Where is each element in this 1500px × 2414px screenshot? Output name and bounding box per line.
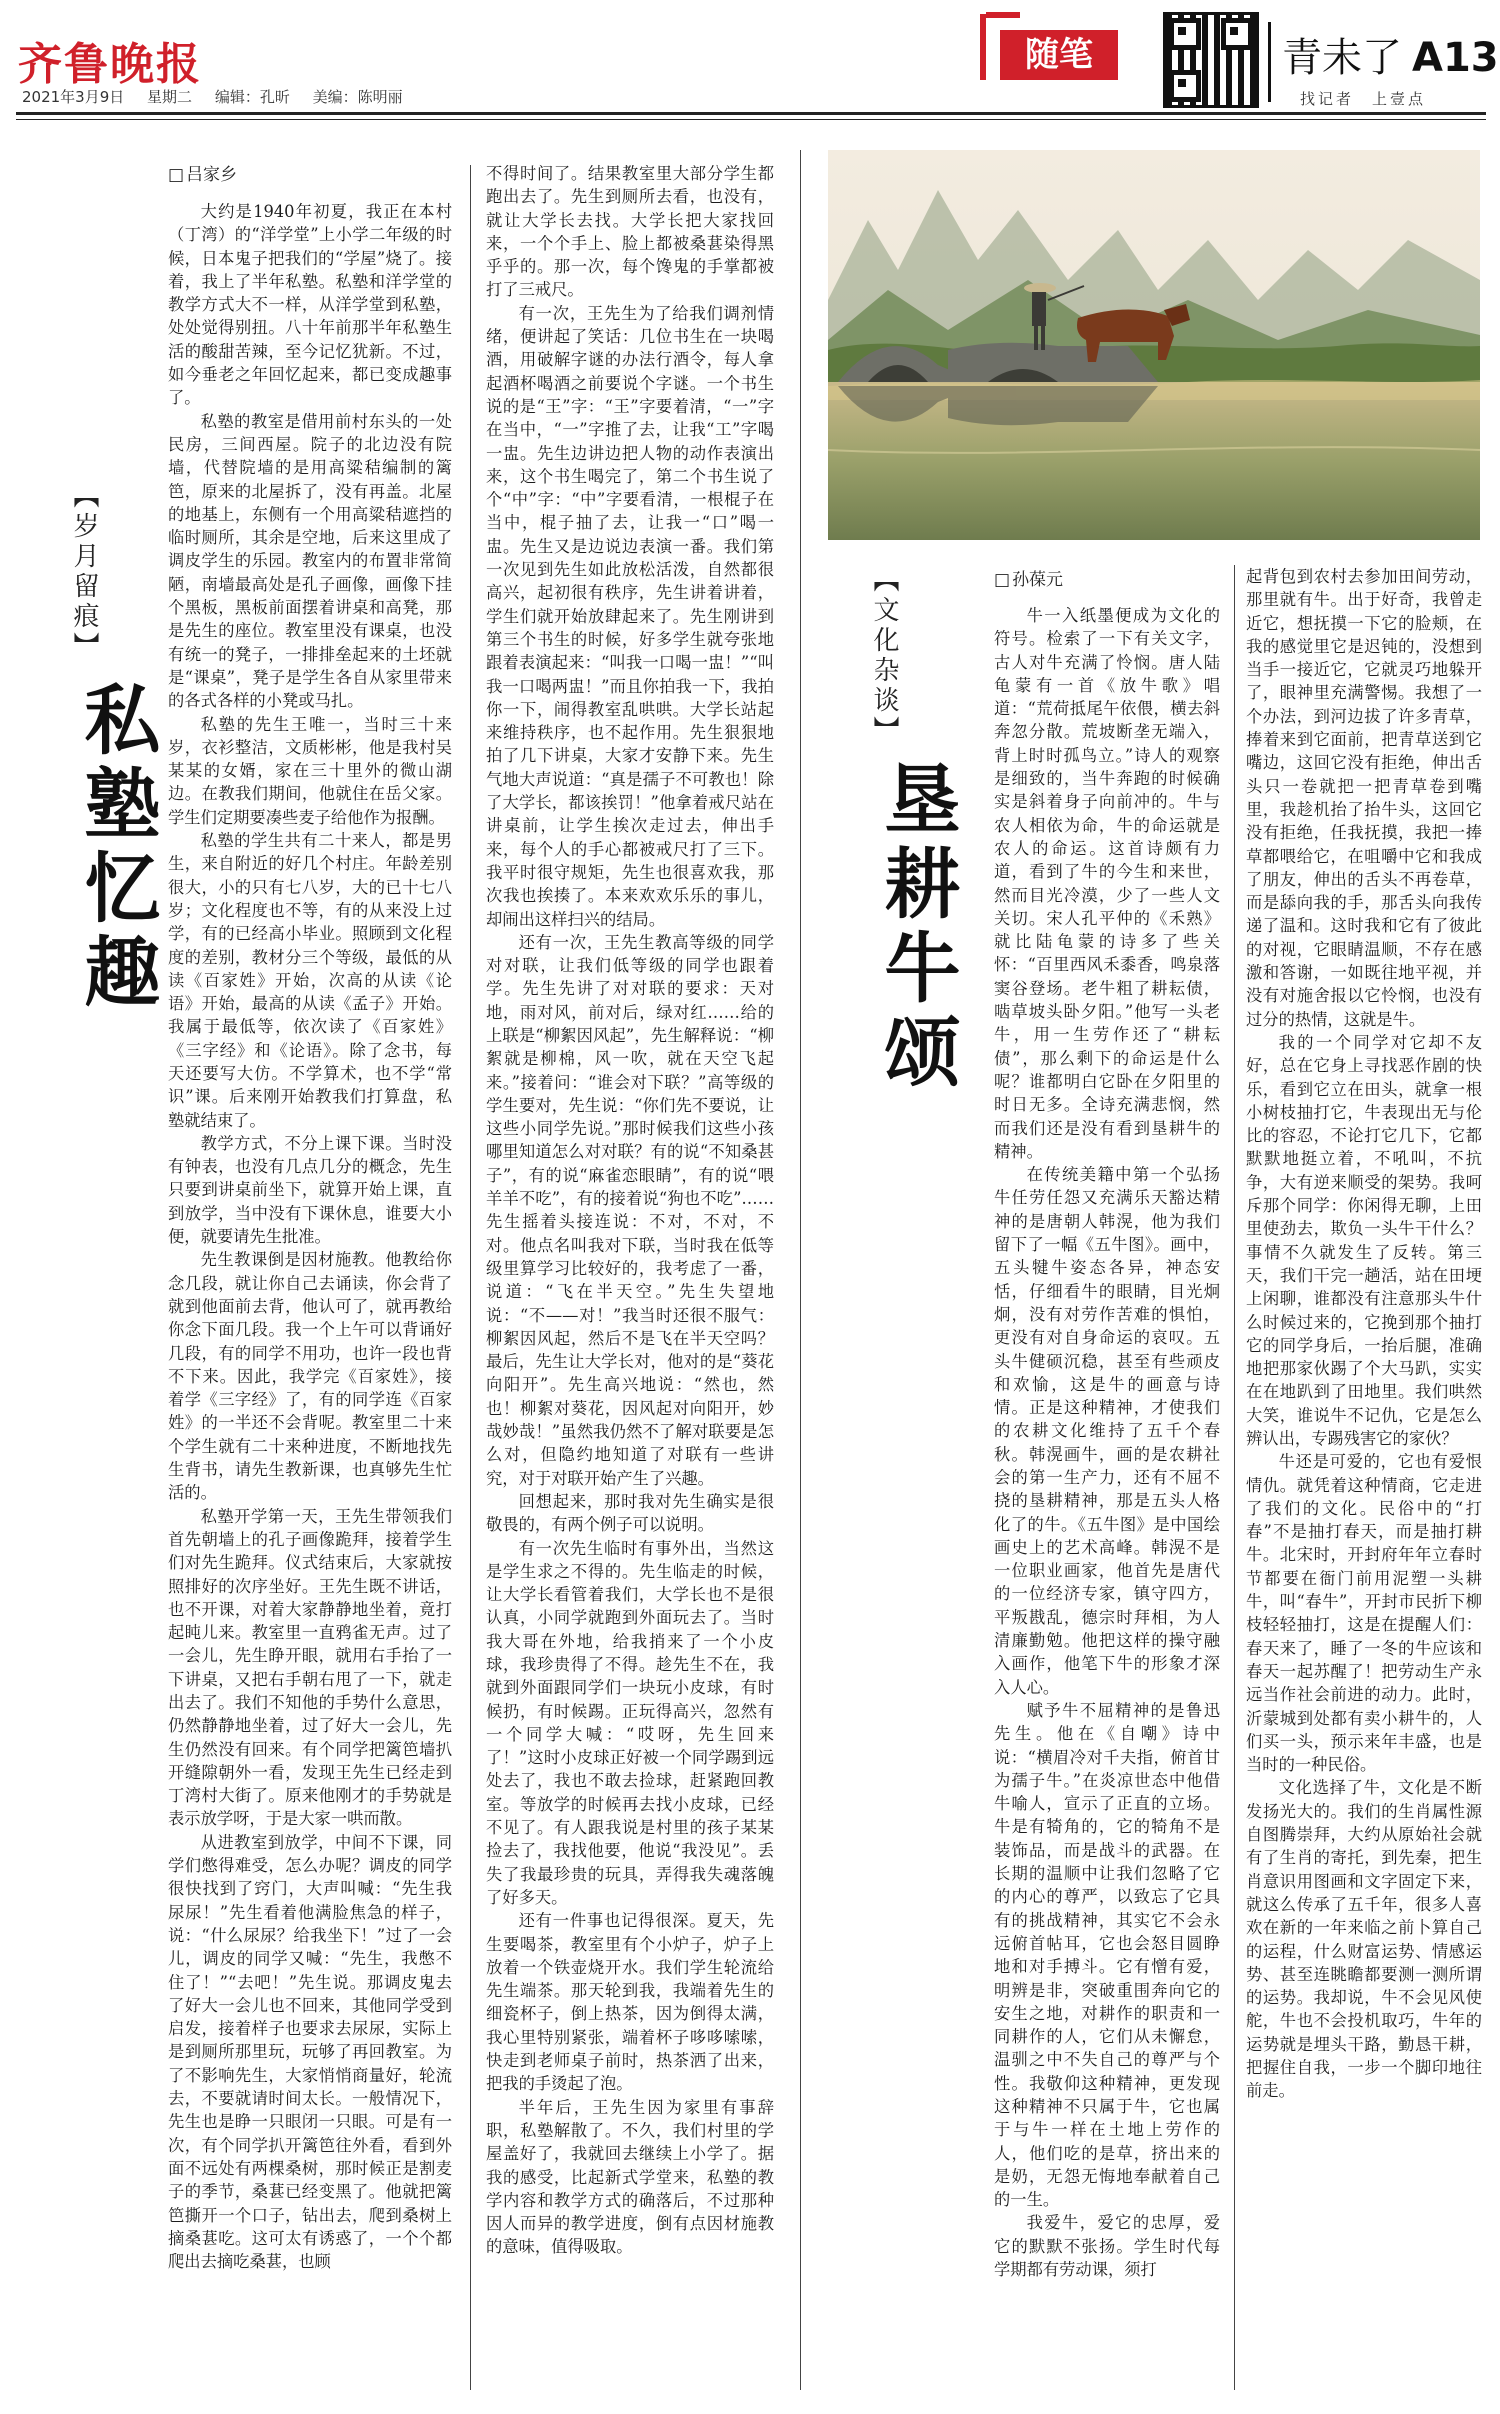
landscape-photo [828,150,1480,540]
issue-dateline [22,86,421,107]
paragraph: 半年后，王先生因为家里有事辞职，私塾解散了。不久，我们村里的学屋盖好了，我就回去继续上小学了。据我的感受，比起新式学堂来，私塾的教学内容和教学方式的确落后，不过那种因人而异的教学进度，倒有点因材施教的意味，值得吸取。 [486,2097,774,2257]
paragraph: 赋予牛不屈精神的是鲁迅先生。他在《自嘲》诗中说：“横眉冷对千夫指，俯首甘为孺子牛。”在炎凉世态中他借牛喻人，宣示了正直的立场。牛是有犄角的，它的犄角不是装饰品，而是战斗的武器。在长期的温顺中让我们忽略了它的内心的尊严，以致忘了它具有的挑战精神，其实它不会永远俯首帖耳，它也会怒目圆睁地和对手搏斗。它有憎有爱，明辨是非，突破重围奔向它的安生之地，对耕作的职责和一同耕作的人，它们从未懈怠，温驯之中不失自己的尊严与个性。我敬仰这种精神，更发现这种精神不只属于牛，它也属于与牛一样在土地上劳作的人，他们吃的是草，挤出来的是奶，无怨无悔地奉献着自己的一生。 [994,1700,1220,2210]
paragraph: 还有一件事也记得很深。夏天，先生要喝茶，教室里有个小炉子，炉子上放着一个铁壶烧开水。我们学生轮流给先生端茶。那天轮到我，我端着先生的细瓷杯子，倒上热茶，因为倒得太满，我心里特别紧张，端着杯子哆哆嗦嗦，快走到老师桌子前时，热茶洒了出来，把我的手烫起了泡。 [486,1911,774,2094]
paragraph: 不得时间了。结果教室里大部分学生都跑出去了。先生到厕所去看，也没有，就让大学长去找。大学长把大家找回来，一个个手上、脸上都被桑葚染得黑乎乎的。那一次，每个馋鬼的手掌都被打了三戒尺。 [486,164,774,300]
paragraph: 私塾的先生王唯一，当时三十来岁，衣衫整洁，文质彬彬，他是我村吴某某的女婿，家在三十里外的微山湖边。在教我们期间，他就住在岳父家。学生们定期要凑些麦子给他作为报酬。 [168,714,452,827]
paragraph: 从进教室到放学，中间不下课，同学们憋得难受，怎么办呢？调皮的同学很快找到了窍门，大声叫喊：“先生我尿尿！”先生看着他满脸焦急的样子，说：“什么尿尿？给我坐下！”过了一会儿，调皮的同学又喊：“先生，我憋不住了！”“去吧！”先生说。那调皮鬼去了好大一会儿也不回来，其他同学受到启发，接着样子也要求去尿尿，实际上是到厕所那里玩，玩够了再回教室。为了不影响先生，大家悄悄商量好，轮流去，不要就请时间太长。一般情况下，先生也是睁一只眼闭一只眼。可是有一次，有个同学扒开篱笆往外看，看到外面不远处有两棵桑树，那时候正是割麦子的季节，桑葚已经变黑了。他就把篱笆撕开一个口子，钻出去，爬到桑树上摘桑葚吃。这可太有诱惑了，一个个都爬出去摘吃桑葚，也顾 [168,1832,452,2272]
karst-bridge-ox-image [828,150,1480,540]
paragraph: 私塾的教室是借用前村东头的一处民房，三间西屋。院子的北边没有院墙，代替院墙的是用高粱秸编制的篱笆，原来的北屋拆了，没有再盖。北屋的地基上，东侧有一个用高粱秸遮挡的临时厕所，其余是空地，后来这里成了调皮学生的乐园。教室内的布置非常简陋，南墙最高处是孔子画像，画像下挂个黑板，黑板前面摆着讲桌和高凳，那是先生的座位。教室里没有课桌，也没有统一的凳子，一排排垒起来的土坯就是“课桌”，凳子是学生各自从家里带来的各式各样的小凳或马扎。 [168,411,452,711]
section-label: 随笔 [1000,30,1118,80]
paragraph: 我爱牛，爱它的忠厚，爱它的默默不张扬。学生时代每学期都有劳动课，须打 [994,2213,1220,2280]
paragraph: 还有一次，王先生教高等级的同学对对联，让我们低等级的同学也跟着学。先生先讲了对对联的要求：天对地，雨对风，前对后，绿对红……给的上联是“柳絮因风起”，先生解释说：“柳絮就是柳棉，风一吹，就在天空飞起来。”接着问：“谁会对下联？”高等级的学生要对，先生说：“你们先不要说，让这些小同学先说。”那时候我们这些小孩哪里知道怎么对对联？有的说“不知桑甚子”，有的说“麻雀恋眼睛”，有的说“喂羊羊不吃”，有的接着说“狗也不吃”……先生摇着头接连说：不对，不对，不对。他点名叫我对下联，当时我在低等级里算学习比较好的，我考虑了一番，说道：“飞在半天空。”先生失望地说：“不——对！”我当时还很不服气：柳絮因风起，然后不是飞在半天空吗？最后，先生让大学长对，他对的是“葵花向阳开”。先生高兴地说：“然也，然也！柳絮对葵花，因风起对向阳开，妙哉妙哉！”虽然我仍然不了解对联要是怎么对，但隐约地知道了对联有一些讲究，对于对联开始产生了兴趣。 [486,932,774,1488]
article2-byline: □ 孙葆元 [994,565,1063,590]
paragraph: 先生教课倒是因材施教。他教给你念几段，就让你自己去诵读，你会背了就到他面前去背，他认可了，就再教给你念下面几段。我一个上午可以背诵好几段，有的同学不用功，也许一段也背不下来。因此，我学完《百家姓》，接着学《三字经》了，有的同学连《百家姓》的一半还不会背呢。教室里二十来个学生就有二十来种进度，不断地找先生背书，请先生教新课，也真够先生忙活的。 [168,1250,452,1503]
article2-column-tag: 【文化杂谈】 [869,566,899,746]
paragraph: 有一次，王先生为了给我们调剂情绪，便讲起了笑话：几位书生在一块喝酒，用破解字谜的办法行酒令，每人拿起酒杯喝酒之前要说个字谜。一个书生说的是“王”字：“王”字要着清，“一”字在当中，“一”字推了去，让我“工”字喝一盅。先生边讲边把人物的动作表演出来，这个书生喝完了，第二个书生说了个“中”字：“中”字要看清，一根棍子在当中，棍子抽了去，让我一“口”喝一盅。先生又是边说边表演一番。我们第一次见到先生如此放松活泼，自然都很高兴，起初很有秩序，先生讲着讲着，学生们就开始放肆起来了。先生刚讲到第三个书生的时候，好多学生就夸张地跟着表演起来：“叫我一口喝一盅！”“叫我一口喝两盅！”而且你拍我一下，我拍你一下，闹得教室乱哄哄。大学长站起来维持秩序，也不起作用。先生狠狠地拍了几下讲桌，大家才安静下来。先生气地大声说道：“真是孺子不可教也！除了大学长，都该挨罚！”他拿着戒尺站在讲桌前，让学生挨次走过去，伸出手来，每个人的手心都被戒尺打了三下。我平时很守规矩，先生也很喜欢我，那次我也挨揍了。本来欢欢乐乐的事儿，却闹出这样扫兴的结局。 [486,303,774,929]
header-divider [1268,22,1271,102]
paragraph: 在传统美籍中第一个弘扬牛任劳任怨又充满乐天豁达精神的是唐朝人韩滉，他为我们留下了一幅《五牛图》。画中，五头犍牛姿态各异，神态安恬，仔细看牛的眼睛，目光炯炯，没有对劳作苦难的惧怕，更没有对自身命运的哀叹。五头牛健硕沉稳，甚至有些顽皮和欢愉，这是牛的画意与诗情。正是这种精神，才使我们的农耕文化维持了五千个春秋。韩滉画牛，画的是农耕社会的第一生产力，还有不屈不挠的垦耕精神，那是五头人格化了的牛。《五牛图》是中国绘画史上的艺术高峰。韩滉不是一位职业画家，他首先是唐代的一位经济专家，镇守四方，平叛戡乱，德宗时拜相，为人清廉勤勉。他把这样的操守融入画作，他笔下牛的形象才深入人心。 [994,1165,1220,1697]
paragraph: 起背包到农村去参加田间劳动，那里就有牛。出于好奇，我曾走近它，想抚摸一下它的脸颊，在我的感觉里它是迟钝的，没想到当手一接近它，它就灵巧地躲开了，眼神里充满警惕。我想了一个办法，到河边拔了许多青草，捧着来到它面前，把青草送到它嘴边，这回它没有拒绝，伸出舌头只一卷就把一把青草卷到嘴里，我趁机抬了抬牛头，这回它没有拒绝，任我抚摸，我把一捧草都喂给它，在咀嚼中它和我成了朋友，伸出的舌头不再卷草，而是舔向我的手，那舌头向我传递了温和。这时我和它有了彼此的对视，它眼睛温顺，不存在感激和答谢，一如既往地平视，并没有对施舍报以它怜悯，也没有过分的热情，这就是牛。 [1246,567,1482,1029]
article1-byline: □ 吕家乡 [168,160,237,185]
article1-column-tag: 【岁月留痕】 [69,482,99,662]
issue-date: 2021年3月9日 [22,88,125,106]
paragraph: 私塾开学第一天，王先生带领我们首先朝墙上的孔子画像跪拜，接着学生们对先生跪拜。仪式结束后，大家就按照排好的次序坐好。王先生既不讲话，也不开课，对着大家静静地坐着，竟打起盹儿来。教室里一直鸦雀无声。过了一会儿，先生睁开眼，就用右手抬了一下讲桌，又把右手朝右甩了一下，就走出去了。我们不知他的手势什么意思，仍然静静地坐着，过了好大一会儿，先生仍然没有回来。有个同学把篱笆墙扒开缝隙朝外一看，发现王先生已经走到丁湾村大街了。原来他刚才的手势就是表示放学呀，于是大家一哄而散。 [168,1506,452,1829]
editor-credit: 编辑：孔昕 [214,88,290,106]
column-divider [470,165,471,2390]
issue-weekday: 星期二 [147,88,193,106]
reporter-slogan: 找记者 上壹点 [1300,90,1427,108]
article2-column-1 [994,604,1220,2400]
section-tag [980,14,1136,80]
paragraph: 大约是1940年初夏，我正在本村（丁湾）的“洋学堂”上小学二年级的时候，日本鬼子把我们的“学屋”烧了。接着，我上了半年私塾。私塾和洋学堂的教学方式大不一样，从洋学堂到私塾，处处觉得别扭。八十年前那半年私塾生活的酸甜苦辣，至今记忆犹新。不过，如今垂老之年回忆起来，都已变成趣事了。 [168,202,452,408]
masthead-rule-thin [16,119,1486,120]
article1-column-1 [168,200,452,2400]
article2-title: 垦耕牛颂 [872,760,961,1096]
paragraph: 文化选择了牛，文化是不断发扬光大的。我们的生肖属性源自图腾崇拜，大约从原始社会就有了生肖的寄托，到先秦，把生肖意识用图画和文字固定下来，就这么传承了五千年，很多人喜欢在新的一年来临之前卜算自己的运程，什么财富运势、情感运势、甚至连眺瞻都要测一测所谓的运势。我却说，牛不会见风使舵，牛也不会投机取巧，牛年的运势就是埋头干路，勤恳干耕，把握住自我，一步一个脚印地往前走。 [1246,1778,1482,2101]
article2-column-2 [1246,565,1482,2400]
page-number: A13 [1412,35,1499,81]
masthead-rule [16,112,1486,115]
paragraph: 私塾的学生共有二十来人，都是男生，来自附近的好几个村庄。年龄差别很大，小的只有七八岁，大的已十七八岁；文化程度也不等，有的从来没上过学，有的已经高小毕业。照顾到文化程度的差别，教材分三个等级，最低的从读《百家姓》开始，次高的从读《论语》开始，最高的从读《孟子》开始。我属于最低等，依次读了《百家姓》《三字经》和《论语》。除了念书，每天还要写大仿。不学算术，也不学“常识”课。后来刚开始教我们打算盘，私塾就结束了。 [168,831,452,1130]
paragraph: 我的一个同学对它却不友好，总在它身上寻找恶作剧的快乐，看到它立在田头，就拿一根小树枝抽打它，牛表现出无与伦比的容忍，不论打它几下，它都默默地挺立着，不吼叫，不抗争，大有逆来顺受的架势。我呵斥那个同学：你闲得无聊，上田里使劲去，欺负一头牛干什么？事情不久就发生了反转。第三天，我们干完一趟活，站在田埂上闲聊，谁都没有注意那头牛什么时候过来的，它挽到那个抽打它的同学身后，一抬后腿，准确地把那家伙踢了个大马趴，实实在在地趴到了田地里。我们哄然大笑，谁说牛不记仇，它是怎么辨认出，专踢残害它的家伙？ [1246,1032,1482,1448]
designer-credit: 美编：陈明丽 [312,88,403,106]
paragraph: 教学方式，不分上课下课。当时没有钟表，也没有几点几分的概念，先生只要到讲桌前坐下，就算开始上课，直到放学，当中没有下课休息，谁要大小便，就要请先生批准。 [168,1133,452,1247]
qr-code-icon[interactable] [1163,12,1259,108]
page-name: 青未了 [1282,35,1402,81]
newspaper-logo: 齐鲁晚报 [18,39,202,90]
paragraph: 牛一入纸墨便成为文化的符号。检索了一下有关文字，古人对牛充满了怜悯。唐人陆龟蒙有一首《放牛歌》唱道：“荒荷抵尾午依偎，横去斜奔忽分散。荒坡断垄无端入，背上时时孤鸟立。”诗人的观察是细致的，当牛奔跑的时候确实是斜着身子向前冲的。牛与农人相依为命，牛的命运就是农人的命运。这首诗颇有力道，看到了牛的今生和来世，然而目光冷漠，少了一些人文关切。宋人孔平仲的《禾熟》就比陆龟蒙的诗多了些关怀：“百里西风禾黍香，鸣泉落窦谷登场。老牛粗了耕耘债，啮草坡头卧夕阳。”他写一头老牛，用一生劳作还了“耕耘债”，那么剩下的命运是什么呢？谁都明白它卧在夕阳里的时日无多。全诗充满悲悯，然而我们还是没有看到垦耕牛的精神。 [994,606,1220,1161]
column-divider [1234,565,1235,2390]
paragraph: 牛还是可爱的，它也有爱恨情仇。就凭着这种情商，它走进了我们的文化。民俗中的“打春”不是抽打春天，而是抽打耕牛。北宋时，开封府年年立春时节都要在衙门前用泥塑一头耕牛，叫“春牛”，开封市民折下柳枝轻轻抽打，这是在提醒人们：春天来了，睡了一冬的牛应该和春天一起苏醒了！把劳动生产永远当作社会前进的动力。此时，沂蒙城到处都有卖小耕牛的，人们买一头，预示来年丰盛，也是当时的一种民俗。 [1246,1452,1482,1775]
page-title [1282,26,1499,83]
article-divider [800,150,801,2390]
article1-column-2 [486,162,774,2400]
paragraph: 回想起来，那时我对先生确实是很敬畏的，有两个例子可以说明。 [486,1491,774,1535]
article1-title: 私塾忆趣 [72,680,161,1016]
paragraph: 有一次先生临时有事外出，当然这是学生求之不得的。先生临走的时候，让大学长看管着我们，大学长也不是很认真，小同学就跑到外面玩去了。当时我大哥在外地，给我捎来了一个小皮球，我珍贵得了不得。趁先生不在，我就到外面跟同学们一块玩小皮球，有时候扔，有时候踢。正玩得高兴，忽然有一个同学大喊：“哎呀，先生回来了！”这时小皮球正好被一个同学踢到远处去了，我也不敢去捡球，赶紧跑回教室。等放学的时候再去找小皮球，已经不见了。有人跟我说是村里的孩子某某捡去了，我找他要，他说“我没见”。丢失了我最珍贵的玩具，弄得我失魂落魄了好多天。 [486,1538,774,1907]
